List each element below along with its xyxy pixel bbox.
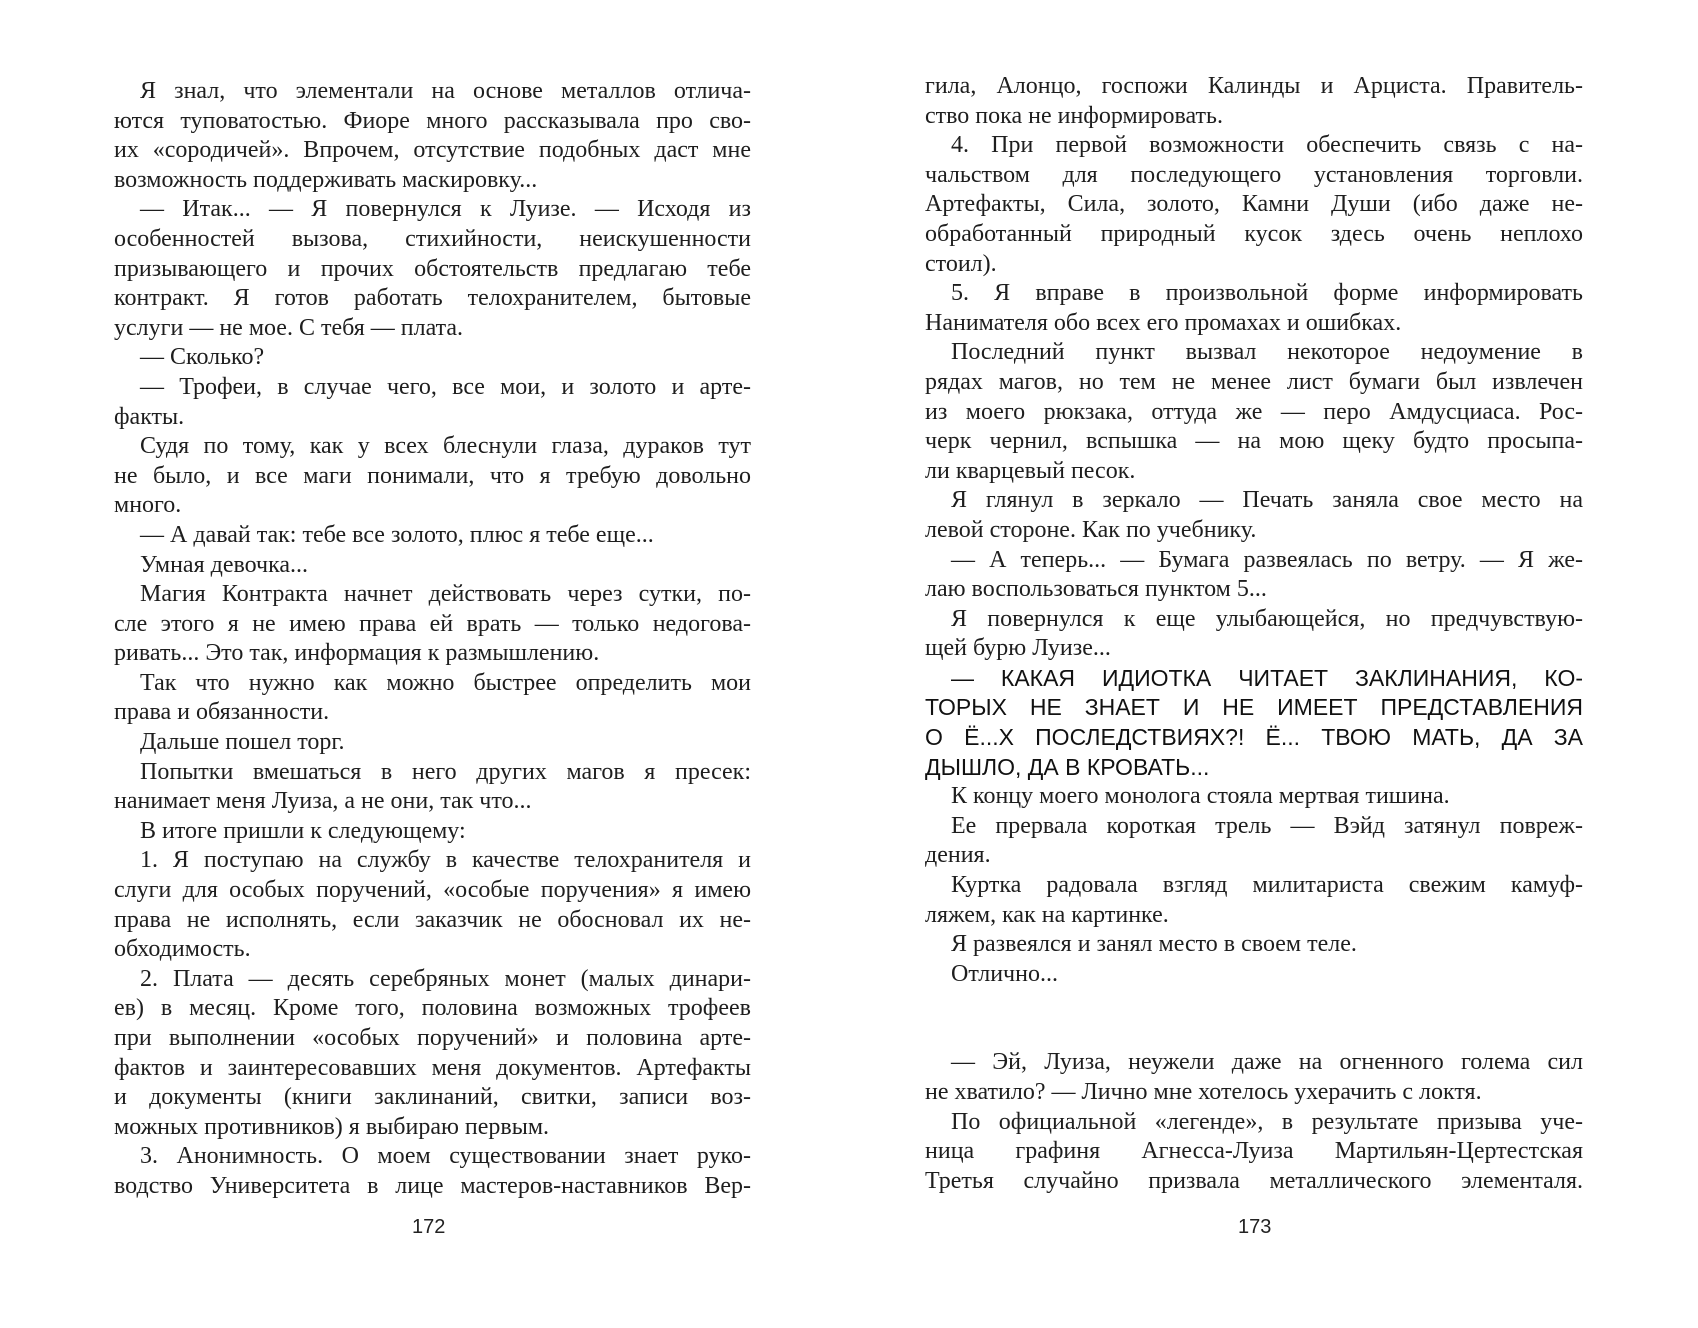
paragraph xyxy=(114,1142,751,1201)
text-line: слуги для особых поручений, «особые поручения» я имею xyxy=(114,877,751,904)
text-line: Я глянул в зеркало — Печать заняла свое место на xyxy=(951,487,1583,514)
text-line: Я знал, что элементали на основе металлов отлича- xyxy=(140,78,751,104)
paragraph xyxy=(925,960,1583,990)
paragraph xyxy=(925,930,1583,960)
text-line: 5. Я вправе в произвольной форме информировать xyxy=(951,280,1583,307)
text-line: По официальной «легенде», в результате призыва уче- xyxy=(951,1108,1583,1135)
text-line: щей бурю Луизе... xyxy=(925,635,1111,662)
text-line: возможность поддерживать маскировку... xyxy=(114,166,538,193)
text-line: не было, и все маги понимали, что я требую довольно xyxy=(114,462,751,489)
text-line: Умная девочка... xyxy=(140,551,309,578)
paragraph xyxy=(114,965,751,1143)
text-line: Артефакты, Сила, золото, Камни Души (ибо даже не- xyxy=(925,191,1583,218)
paragraph xyxy=(114,580,751,669)
text-line: Ее прервала короткая трель — Вэйд затянул повреж- xyxy=(951,812,1583,839)
text-line: Последний пункт вызвал некоторое недоумение в xyxy=(951,339,1583,366)
text-line: В итоге пришли к следующему: xyxy=(140,817,466,844)
paragraph xyxy=(114,432,751,521)
text-line: Попытки вмешаться в него других магов я пресек: xyxy=(140,758,751,785)
text-line: водство Университета в лице мастеров-наставников Вер- xyxy=(114,1172,751,1199)
text-line: особенностей вызова, стихийности, неискушенности xyxy=(114,225,751,252)
text-line: Нанимателя обо всех его промахах и ошибках. xyxy=(925,309,1402,336)
paragraph xyxy=(114,758,751,817)
text-line: фактов и заинтересовавших меня документов. Артефакты xyxy=(114,1054,751,1081)
text-line: — Сколько? xyxy=(140,344,265,371)
text-line: ляжем, как на картинке. xyxy=(925,901,1169,928)
paragraph xyxy=(925,812,1583,871)
text-line: стоил). xyxy=(925,250,997,277)
paragraph xyxy=(925,605,1583,664)
text-line: чальством для последующего установления торговли. xyxy=(925,161,1583,188)
text-line: О Ё...Х ПОСЛЕДСТВИЯХ?! Ё... ТВОЮ МАТЬ, ДА ЗА xyxy=(925,724,1583,751)
text-line: много. xyxy=(114,492,182,519)
text-line: — Трофеи, в случае чего, все мои, и золото и арте- xyxy=(140,373,751,400)
page-number-left: 172 xyxy=(412,1216,446,1238)
paragraph xyxy=(925,338,1583,486)
text-line: Магия Контракта начнет действовать через сутки, по- xyxy=(140,581,751,608)
text-line: гила, Алонцо, госпожи Калинды и Арциста. Правитель- xyxy=(925,73,1583,99)
paragraph xyxy=(114,343,751,373)
text-line: контракт. Я готов работать телохранителем, бытовые xyxy=(114,285,751,312)
right-page-text xyxy=(925,72,1583,1196)
text-line: обходимость. xyxy=(114,936,251,963)
paragraph xyxy=(925,782,1583,812)
paragraph xyxy=(114,728,751,758)
text-line: обработанный природный кусок здесь очень неплохо xyxy=(925,220,1583,247)
text-line: Так что нужно как можно быстрее определить мои xyxy=(140,669,751,696)
paragraph xyxy=(925,664,1583,782)
text-line: права не исполнять, если заказчик не обосновал их не- xyxy=(114,906,751,933)
paragraph xyxy=(114,817,751,847)
paragraph xyxy=(114,669,751,728)
text-line: — КАКАЯ ИДИОТКА ЧИТАЕТ ЗАКЛИНАНИЯ, КО- xyxy=(951,664,1583,691)
text-line: ДЫШЛО, ДА В КРОВАТЬ... xyxy=(925,753,1210,780)
text-line: рядах магов, но тем не менее лист бумаги был извлечен xyxy=(925,368,1583,395)
text-line: Я развеялся и занял место в своем теле. xyxy=(951,931,1357,958)
text-line: 3. Анонимность. О моем существовании знает руко- xyxy=(140,1143,751,1170)
text-line: дения. xyxy=(925,842,991,869)
paragraph xyxy=(925,72,1583,131)
text-line: призывающего и прочих обстоятельств предлагаю тебе xyxy=(114,255,751,282)
text-line: при выполнении «особых поручений» и половина арте- xyxy=(114,1025,751,1051)
text-line: ев) в месяц. Кроме того, половина возможных трофеев xyxy=(114,995,751,1022)
text-line: Отлично... xyxy=(951,960,1058,987)
text-line: можных противников) я выбираю первым. xyxy=(114,1113,550,1140)
text-line: ются туповатостью. Фиоре много рассказывала про сво- xyxy=(114,107,751,134)
section-break xyxy=(925,989,1583,1048)
text-line: — Эй, Луиза, неужели даже на огненного голема сил xyxy=(951,1049,1583,1076)
paragraph xyxy=(114,846,751,964)
text-line: их «сородичей». Впрочем, отсутствие подобных даст мне xyxy=(114,137,751,164)
text-line: левой стороне. Как по учебнику. xyxy=(925,516,1257,543)
text-line: — А теперь... — Бумага развеялась по ветру. — Я же- xyxy=(951,546,1583,573)
paragraph xyxy=(925,131,1583,279)
text-line: факты. xyxy=(114,403,185,430)
paragraph xyxy=(925,871,1583,930)
text-line: Я повернулся к еще улыбающейся, но предчувствую- xyxy=(951,605,1583,632)
text-line: ТОРЫХ НЕ ЗНАЕТ И НЕ ИМЕЕТ ПРЕДСТАВЛЕНИЯ xyxy=(925,694,1583,721)
page-number-right: 173 xyxy=(1238,1216,1272,1238)
text-line: 2. Плата — десять серебряных монет (малых динари- xyxy=(140,965,751,992)
text-line: черк чернил, вспышка — на мою щеку будто просыпа- xyxy=(925,428,1583,455)
paragraph xyxy=(114,195,751,343)
paragraph xyxy=(114,77,751,195)
text-line: Третья случайно призвала металлического элементаля. xyxy=(925,1167,1583,1194)
text-line: — А давай так: тебе все золото, плюс я тебе еще... xyxy=(140,521,654,548)
text-line: услуги — не мое. С тебя — плата. xyxy=(114,314,464,341)
text-line: ли кварцевый песок. xyxy=(925,457,1136,484)
text-line: и документы (книги заклинаний, свитки, записи воз- xyxy=(114,1084,751,1111)
text-line: сле этого я не имею права ей врать — только недогова- xyxy=(114,610,751,637)
text-line: лаю воспользоваться пунктом 5... xyxy=(925,576,1267,603)
text-line: права и обязанности. xyxy=(114,699,330,726)
text-line: — Итак... — Я повернулся к Луизе. — Исходя из xyxy=(140,196,751,223)
paragraph xyxy=(114,373,751,432)
text-line: из моего рюкзака, оттуда же — перо Амдусциаса. Рос- xyxy=(925,398,1583,425)
text-line: Дальше пошел торг. xyxy=(140,729,345,756)
paragraph xyxy=(925,1108,1583,1197)
text-line: 4. При первой возможности обеспечить связь с на- xyxy=(951,132,1583,159)
paragraph xyxy=(925,279,1583,338)
paragraph xyxy=(925,1048,1583,1107)
text-line: ство пока не информировать. xyxy=(925,102,1223,129)
text-line: ривать... Это так, информация к размышлению. xyxy=(114,640,600,667)
text-line: К концу моего монолога стояла мертвая тишина. xyxy=(951,783,1450,810)
text-line: не хватило? — Лично мне хотелось ухерачить с локтя. xyxy=(925,1079,1482,1105)
text-line: ница графиня Агнесса-Луиза Мартильян-Цертестская xyxy=(925,1138,1583,1165)
text-line: Судя по тому, как у всех блеснули глаза, дураков тут xyxy=(140,433,751,460)
paragraph xyxy=(925,486,1583,545)
text-line: 1. Я поступаю на службу в качестве телохранителя и xyxy=(140,847,751,874)
paragraph xyxy=(114,551,751,581)
paragraph xyxy=(114,521,751,551)
text-line: нанимает меня Луиза, а не они, так что... xyxy=(114,788,532,815)
paragraph xyxy=(925,546,1583,605)
left-page-text xyxy=(114,77,751,1202)
text-line: Куртка радовала взгляд милитариста свежим камуф- xyxy=(951,872,1583,899)
